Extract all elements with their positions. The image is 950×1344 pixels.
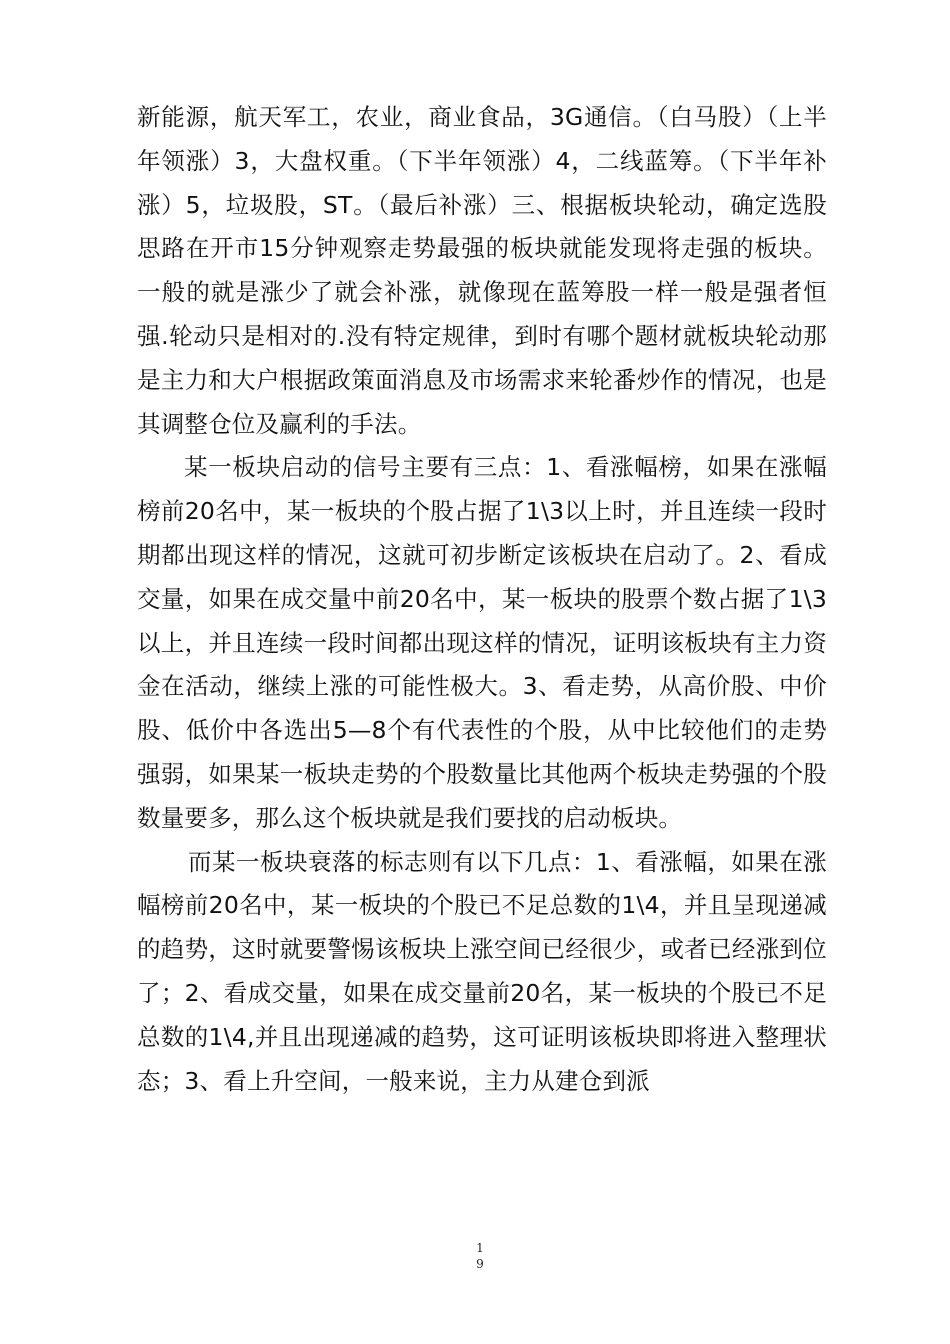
paragraph-sector-rotation: 新能源，航天军工，农业，商业食品，3G通信。（白马股）（上半年领涨）3，大盘权重。（下半年领涨）4，二线蓝筹。（下半年补涨）5，垃圾股，ST。（最后补涨）三、根据板块轮动，确定选股思路在开市15分钟观察走势最强的板块就能发现将走强的板块。一般的就是涨少了就会补涨，就像现在蓝筹股一样一般是强者恒强.轮动只是相对的.没有特定规律，到时有哪个题材就板块轮动那是主力和大户根据政策面消息及市场需求来轮番炒作的情况，也是其调整仓位及赢利的手法。 xyxy=(137,103,827,438)
page-number-digit-2: 9 xyxy=(476,1257,484,1271)
page-number xyxy=(468,1240,492,1272)
paragraph-sector-decline-signs: 而某一板块衰落的标志则有以下几点：1、看涨幅，如果在涨幅榜前20名中，某一板块的个股已不足总数的1\4，并且呈现递减的趋势，这时就要警惕该板块上涨空间已经很少，或者已经涨到位了；2、看成交量，如果在成交量前20名，某一板块的个股已不足总数的1\4,并且出现递减的趋势，这可证明该板块即将进入整理状态；3、看上升空间，一般来说，主力从建仓到派 xyxy=(137,847,827,1095)
page-number-digit-1: 1 xyxy=(476,1241,484,1255)
paragraph-sector-start-signals: 某一板块启动的信号主要有三点：1、看涨幅榜，如果在涨幅榜前20名中，某一板块的个股占据了1\3以上时，并且连续一段时期都出现这样的情况，这就可初步断定该板块在启动了。2、看成交量，如果在成交量中前20名中，某一板块的股票个数占据了1\3以上，并且连续一段时间都出现这样的情况，证明该板块有主力资金在活动，继续上涨的可能性极大。3、看走势，从高价股、中价股、低价中各选出5—8个有代表性的个股，从中比较他们的走势强弱，如果某一板块走势的个股数量比其他两个板块走势强的个股数量要多，那么这个板块就是我们要找的启动板块。 xyxy=(137,453,827,832)
body-text xyxy=(137,96,827,1103)
